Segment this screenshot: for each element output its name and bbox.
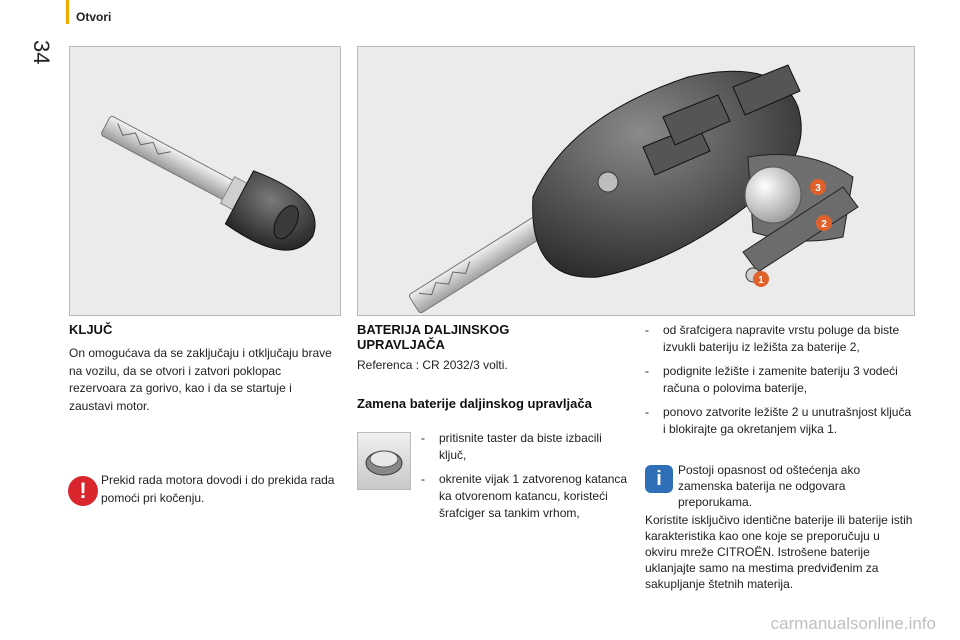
page-number: 34 [29,40,54,65]
battery-title: BATERIJA DALJINSKOG UPRAVLJAČA [357,322,510,352]
remote-illustration [358,47,914,315]
section-accent-bar [66,0,69,24]
info-icon: i [645,465,673,493]
warning-icon: ! [68,476,98,506]
list-item: - okrenite vijak 1 zatvorenog katanca ka otvorenom katancu, koristeći šrafciger sa tankim vrhom, [421,471,631,522]
key-description: On omogućava da se zaključaju i otključaju brave na vozilu, da se otvori i zatvori poklopac rezervoara za gorivo, kao i da se startuje i zaustavi motor. [69,346,332,413]
battery-subtitle: Zamena baterije daljinskog upravljača [357,396,592,411]
callout-3-label: 3 [815,183,821,194]
callout-1-label: 1 [758,275,764,286]
info-lead: Postoji opasnost od oštećenja ako zamenska baterija ne odgovara preporukama. [678,463,861,509]
step-text: podignite ležište i zamenite bateriju 3 vodeći računa o polovima baterije, [663,364,898,395]
list-item: - od šrafcigera napravite vrstu poluge da biste izvukli bateriju iz ležišta za baterije 2, [645,322,915,356]
list-item: - pritisnite taster da biste izbacili ključ, [421,430,631,464]
section-title: Otvori [76,10,112,24]
callout-2-label: 2 [821,219,827,230]
step-text: pritisnite taster da biste izbacili ključ, [439,431,602,462]
remote-button-image [357,432,411,490]
steps-right [645,322,915,445]
remote-image-panel [357,46,915,316]
warning-text: Prekid rada motora dovodi i do prekida rada pomoći pri kočenju. [101,473,335,505]
battery-reference: Referenca : CR 2032/3 volti. [357,358,508,372]
info-text: Koristite isključivo identične baterije ili baterije istih karakteristika kao one koje se preporučuju u okviru mreže CITROËN. Istrošene baterije uklanjajte samo na mestima predviđenim za sakupljanje štetnih materija. [645,513,913,591]
key-image-panel [69,46,341,316]
key-illustration [70,47,340,315]
step-text: okrenite vijak 1 zatvorenog katanca ka otvorenom katancu, koristeći šrafciger sa tankim vrhom, [439,472,628,520]
key-title: KLJUČ [69,322,113,337]
watermark: carmanualsonline.info [770,614,936,633]
list-item: - podignite ležište i zamenite bateriju 3 vodeći računa o polovima baterije, [645,363,915,397]
step-text: od šrafcigera napravite vrstu poluge da biste izvukli bateriju iz ležišta za baterije 2, [663,323,900,354]
callout-3 [810,179,826,195]
callout-2 [816,215,832,231]
step-text: ponovo zatvorite ležište 2 u unutrašnjost ključa i blokirajte ga okretanjem vijka 1. [663,405,912,436]
callout-1 [753,271,769,287]
steps-left [421,430,631,529]
release-button-icon [358,433,410,489]
list-item: - ponovo zatvorite ležište 2 u unutrašnjost ključa i blokirajte ga okretanjem vijka 1. [645,404,915,438]
